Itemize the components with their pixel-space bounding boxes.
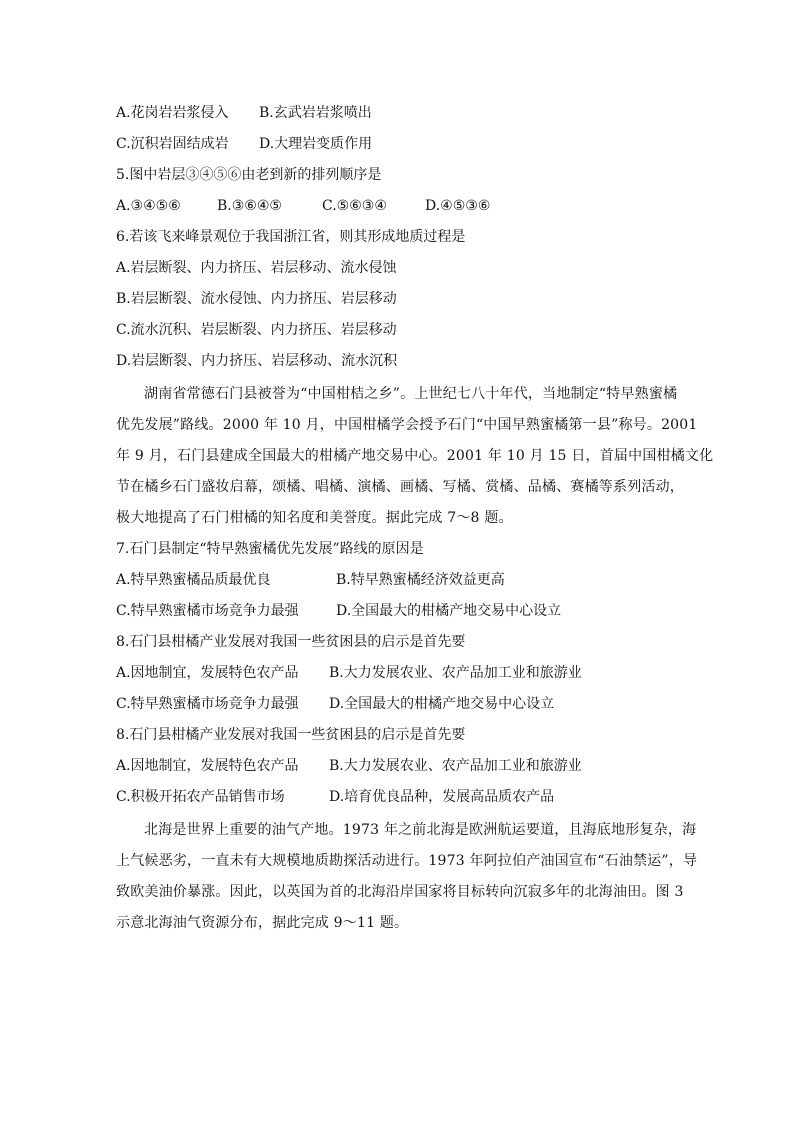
q8-option-d: D.全国最大的柑橘产地交易中心设立 bbox=[329, 696, 555, 712]
q6-option-d: D.岩层断裂、内力挤压、岩层移动、流水沉积 bbox=[116, 353, 398, 369]
q7-option-a: A.特早熟蜜橘品质最优良 bbox=[116, 572, 271, 588]
passage2-line: 上气候恶劣，一直未有大规模地质勘探活动进行。1973 年阿拉伯产油国宣布“石油禁运”，导 bbox=[116, 853, 698, 869]
passage1-line: 节在橘乡石门盛妆启幕，颂橘、唱橘、演橘、画橘、写橘、赏橘、品橘、赛橘等系列活动， bbox=[116, 479, 684, 495]
passage1-line: 极大地提高了石门柑橘的知名度和美誉度。据此完成 7～8 题。 bbox=[116, 510, 513, 526]
q5-option-b: B.③⑥④⑤ bbox=[217, 198, 282, 214]
q5-option-d: D.④⑤③⑥ bbox=[425, 198, 491, 214]
q6-option-a: A.岩层断裂、内力挤压、岩层移动、流水侵蚀 bbox=[116, 260, 397, 276]
q4-option-b: B.玄武岩岩浆喷出 bbox=[259, 105, 372, 121]
q4-option-a: A.花岗岩岩浆侵入 bbox=[116, 105, 229, 121]
passage1-line: 优先发展”路线。2000 年 10 月，中国柑橘学会授予石门“中国早熟蜜橘第一县”称号。2001 bbox=[116, 417, 698, 433]
q7-options-row-1 bbox=[116, 571, 505, 589]
q7-option-d: D.全国最大的柑橘产地交易中心设立 bbox=[336, 603, 562, 619]
q5-stem: 5.图中岩层③④⑤⑥由老到新的排列顺序是 bbox=[116, 167, 382, 183]
q6-stem: 6.若该飞来峰景观位于我国浙江省，则其形成地质过程是 bbox=[116, 229, 466, 245]
q4-option-d: D.大理岩变质作用 bbox=[259, 136, 373, 152]
q8-stem-repeat: 8.石门县柑橘产业发展对我国一些贫困县的启示是首先要 bbox=[116, 727, 466, 743]
passage2-line: 北海是世界上重要的油气产地。1973 年之前北海是欧洲航运要道，且海底地形复杂，海 bbox=[144, 822, 697, 838]
q8-repeat-option-b: B.大力发展农业、农产品加工业和旅游业 bbox=[329, 758, 582, 774]
passage1-line: 湖南省常德石门县被誉为“中国柑桔之乡”。上世纪七八十年代，当地制定“特早熟蜜橘 bbox=[144, 386, 678, 402]
q8-options-row-2 bbox=[116, 695, 555, 713]
q5-options-row bbox=[116, 197, 491, 215]
q8-options-row-1 bbox=[116, 664, 582, 682]
q8-repeat-option-d: D.培育优良品种，发展高品质农产品 bbox=[329, 789, 555, 805]
q8-repeat-option-a: A.因地制宜，发展特色农产品 bbox=[116, 758, 299, 774]
q7-options-row-2 bbox=[116, 602, 562, 620]
passage2-line: 示意北海油气资源分布，据此完成 9～11 题。 bbox=[116, 915, 409, 931]
q8-repeat-options-row-1 bbox=[116, 757, 582, 775]
q6-option-b: B.岩层断裂、流水侵蚀、内力挤压、岩层移动 bbox=[116, 291, 397, 307]
q7-option-c: C.特早熟蜜橘市场竞争力最强 bbox=[116, 603, 299, 619]
q8-option-b: B.大力发展农业、农产品加工业和旅游业 bbox=[329, 665, 582, 681]
q8-stem: 8.石门县柑橘产业发展对我国一些贫困县的启示是首先要 bbox=[116, 634, 466, 650]
q4-options-row-1 bbox=[116, 104, 372, 122]
q8-option-a: A.因地制宜，发展特色农产品 bbox=[116, 665, 299, 681]
q8-option-c: C.特早熟蜜橘市场竞争力最强 bbox=[116, 696, 299, 712]
passage2-line: 致欧美油价暴涨。因此，以英国为首的北海沿岸国家将目标转向沉寂多年的北海油田。图 3 bbox=[116, 884, 684, 900]
q8-repeat-options-row-2 bbox=[116, 788, 555, 806]
q7-stem: 7.石门县制定“特早熟蜜橘优先发展”路线的原因是 bbox=[116, 541, 424, 557]
q5-option-c: C.⑤⑥③④ bbox=[322, 198, 387, 214]
q7-option-b: B.特早熟蜜橘经济效益更高 bbox=[336, 572, 505, 588]
q6-option-c: C.流水沉积、岩层断裂、内力挤压、岩层移动 bbox=[116, 322, 397, 338]
q4-option-c: C.沉积岩固结成岩 bbox=[116, 136, 229, 152]
q5-option-a: A.③④⑤⑥ bbox=[116, 198, 181, 214]
passage1-line: 年 9 月，石门县建成全国最大的柑橘产地交易中心。2001 年 10 月 15 日，首届中国柑橘文化 bbox=[116, 448, 714, 464]
q8-repeat-option-c: C.积极开拓农产品销售市场 bbox=[116, 789, 285, 805]
q4-options-row-2 bbox=[116, 135, 373, 153]
